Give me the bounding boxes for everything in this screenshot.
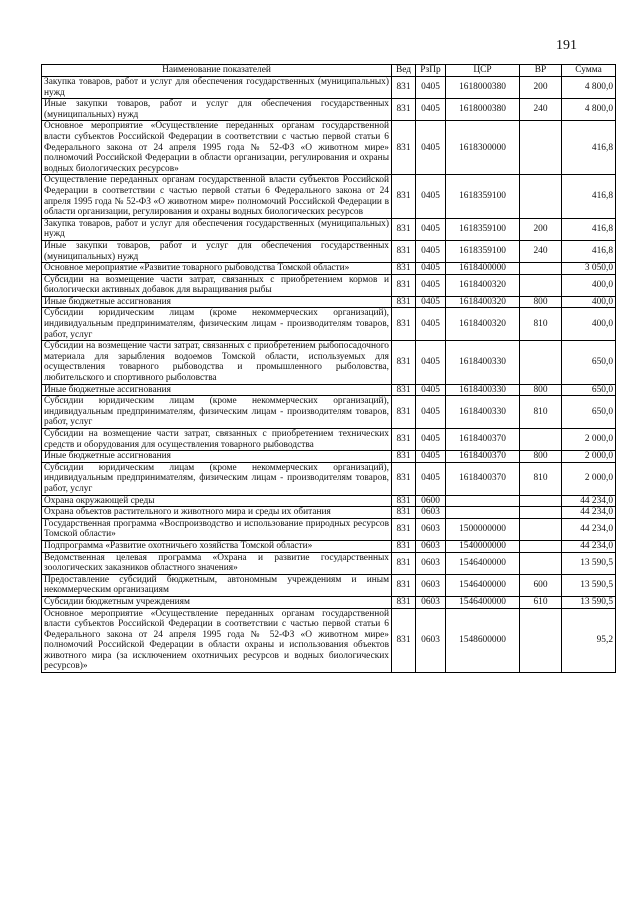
cell-ved: 831 bbox=[392, 507, 416, 519]
cell-vr: 800 bbox=[520, 296, 562, 308]
cell-rzpr: 0603 bbox=[416, 608, 446, 673]
table-row bbox=[42, 99, 616, 121]
table-row bbox=[42, 296, 616, 308]
cell-name: Иные закупки товаров, работ и услуг для обеспечения государственных (муниципальных) нужд bbox=[42, 240, 392, 262]
cell-rzpr: 0603 bbox=[416, 552, 446, 574]
cell-sum: 650,0 bbox=[562, 396, 616, 429]
cell-csr: 1546400000 bbox=[446, 574, 520, 596]
cell-csr: 1618000380 bbox=[446, 77, 520, 99]
table-row bbox=[42, 540, 616, 552]
cell-csr: 1618359100 bbox=[446, 218, 520, 240]
table-row bbox=[42, 462, 616, 495]
cell-name: Охрана окружающей среды bbox=[42, 495, 392, 507]
cell-vr: 200 bbox=[520, 77, 562, 99]
cell-rzpr: 0405 bbox=[416, 462, 446, 495]
cell-name: Субсидии на возмещение части затрат, связанных с приобретением рыбопосадочного материала для зарыбления водоемов Томской области, используемых для осуществления товарного рыбоводства и промышленного рыболовства, любительского и спортивного рыболовства bbox=[42, 341, 392, 384]
cell-rzpr: 0600 bbox=[416, 495, 446, 507]
cell-csr bbox=[446, 507, 520, 519]
cell-sum: 95,2 bbox=[562, 608, 616, 673]
table-row bbox=[42, 507, 616, 519]
cell-rzpr: 0405 bbox=[416, 99, 446, 121]
table-row bbox=[42, 552, 616, 574]
cell-csr: 1540000000 bbox=[446, 540, 520, 552]
cell-sum: 416,8 bbox=[562, 175, 616, 218]
cell-csr: 1618400320 bbox=[446, 296, 520, 308]
cell-ved: 831 bbox=[392, 384, 416, 396]
cell-ved: 831 bbox=[392, 574, 416, 596]
cell-name: Осуществление переданных органам государственной власти субъектов Российской Федерации в соответствии с частью первой статьи 6 Федерального закона от 24 апреля 1995 года № 52-ФЗ «О животном мире» полномочий Российской Федерации в области организации, регулирования и охраны водных биологических ресурсов bbox=[42, 175, 392, 218]
cell-vr: 240 bbox=[520, 99, 562, 121]
cell-vr: 810 bbox=[520, 396, 562, 429]
cell-vr: 800 bbox=[520, 384, 562, 396]
table-row bbox=[42, 218, 616, 240]
cell-sum: 13 590,5 bbox=[562, 552, 616, 574]
cell-rzpr: 0405 bbox=[416, 77, 446, 99]
cell-csr: 1500000000 bbox=[446, 518, 520, 540]
cell-ved: 831 bbox=[392, 296, 416, 308]
cell-rzpr: 0603 bbox=[416, 518, 446, 540]
cell-ved: 831 bbox=[392, 552, 416, 574]
cell-sum: 400,0 bbox=[562, 308, 616, 341]
cell-name: Иные закупки товаров, работ и услуг для обеспечения государственных (муниципальных) нужд bbox=[42, 99, 392, 121]
cell-vr bbox=[520, 175, 562, 218]
cell-sum: 416,8 bbox=[562, 240, 616, 262]
cell-name: Иные бюджетные ассигнования bbox=[42, 296, 392, 308]
header-csr: ЦСР bbox=[446, 65, 520, 77]
cell-ved: 831 bbox=[392, 341, 416, 384]
cell-vr bbox=[520, 495, 562, 507]
cell-ved: 831 bbox=[392, 495, 416, 507]
cell-csr: 1618400000 bbox=[446, 263, 520, 275]
table-row bbox=[42, 240, 616, 262]
cell-ved: 831 bbox=[392, 451, 416, 463]
cell-vr: 610 bbox=[520, 596, 562, 608]
table-row bbox=[42, 518, 616, 540]
cell-sum: 650,0 bbox=[562, 341, 616, 384]
table-row bbox=[42, 596, 616, 608]
cell-rzpr: 0405 bbox=[416, 308, 446, 341]
cell-name: Субсидии бюджетным учреждениям bbox=[42, 596, 392, 608]
cell-rzpr: 0405 bbox=[416, 240, 446, 262]
cell-csr: 1618359100 bbox=[446, 240, 520, 262]
cell-sum: 2 000,0 bbox=[562, 451, 616, 463]
table-row bbox=[42, 396, 616, 429]
cell-csr: 1618400330 bbox=[446, 384, 520, 396]
page-number: 191 bbox=[556, 38, 577, 53]
table-header-row bbox=[42, 65, 616, 77]
header-ved: Вед bbox=[392, 65, 416, 77]
cell-rzpr: 0405 bbox=[416, 121, 446, 175]
table-row bbox=[42, 308, 616, 341]
cell-rzpr: 0405 bbox=[416, 396, 446, 429]
cell-ved: 831 bbox=[392, 396, 416, 429]
cell-vr bbox=[520, 341, 562, 384]
cell-sum: 416,8 bbox=[562, 121, 616, 175]
cell-csr: 1618300000 bbox=[446, 121, 520, 175]
cell-rzpr: 0405 bbox=[416, 429, 446, 451]
cell-ved: 831 bbox=[392, 308, 416, 341]
cell-ved: 831 bbox=[392, 99, 416, 121]
table-row bbox=[42, 574, 616, 596]
cell-csr: 1618400370 bbox=[446, 451, 520, 463]
cell-vr bbox=[520, 121, 562, 175]
cell-sum: 4 800,0 bbox=[562, 99, 616, 121]
table-row bbox=[42, 608, 616, 673]
cell-csr bbox=[446, 495, 520, 507]
cell-rzpr: 0405 bbox=[416, 296, 446, 308]
cell-rzpr: 0405 bbox=[416, 175, 446, 218]
cell-ved: 831 bbox=[392, 175, 416, 218]
cell-vr: 800 bbox=[520, 451, 562, 463]
cell-name: Закупка товаров, работ и услуг для обеспечения государственных (муниципальных) нужд bbox=[42, 77, 392, 99]
cell-sum: 44 234,0 bbox=[562, 495, 616, 507]
cell-sum: 416,8 bbox=[562, 218, 616, 240]
cell-csr: 1548600000 bbox=[446, 608, 520, 673]
cell-name: Субсидии юридическим лицам (кроме некоммерческих организаций), индивидуальным предпринимателям, физическим лицам - производителям товаров, работ, услуг bbox=[42, 308, 392, 341]
cell-sum: 400,0 bbox=[562, 274, 616, 296]
cell-csr: 1546400000 bbox=[446, 596, 520, 608]
header-name: Наименование показателей bbox=[42, 65, 392, 77]
cell-ved: 831 bbox=[392, 596, 416, 608]
cell-ved: 831 bbox=[392, 218, 416, 240]
cell-csr: 1618400370 bbox=[446, 429, 520, 451]
cell-name: Предоставление субсидий бюджетным, автономным учреждениям и иным некоммерческим организациям bbox=[42, 574, 392, 596]
cell-csr: 1618000380 bbox=[446, 99, 520, 121]
cell-ved: 831 bbox=[392, 121, 416, 175]
cell-vr bbox=[520, 540, 562, 552]
cell-sum: 400,0 bbox=[562, 296, 616, 308]
cell-csr: 1618400320 bbox=[446, 308, 520, 341]
cell-name: Государственная программа «Воспроизводство и использование природных ресурсов Томской области» bbox=[42, 518, 392, 540]
cell-sum: 4 800,0 bbox=[562, 77, 616, 99]
table-row bbox=[42, 121, 616, 175]
cell-name: Охрана объектов растительного и животного мира и среды их обитания bbox=[42, 507, 392, 519]
cell-rzpr: 0405 bbox=[416, 384, 446, 396]
cell-vr: 600 bbox=[520, 574, 562, 596]
cell-name: Основное мероприятие «Осуществление переданных органам государственной власти субъектов Российской Федерации в соответствии с частью первой статьи 6 Федерального закона от 24 апреля 1995 года № 52-ФЗ «О животном мире» полномочий Российской Федерации в области организации, регулирования и охраны водных биологических ресурсов» bbox=[42, 121, 392, 175]
cell-ved: 831 bbox=[392, 263, 416, 275]
cell-sum: 13 590,5 bbox=[562, 596, 616, 608]
cell-rzpr: 0603 bbox=[416, 574, 446, 596]
cell-name: Закупка товаров, работ и услуг для обеспечения государственных (муниципальных) нужд bbox=[42, 218, 392, 240]
cell-name: Иные бюджетные ассигнования bbox=[42, 451, 392, 463]
cell-vr: 810 bbox=[520, 308, 562, 341]
cell-ved: 831 bbox=[392, 274, 416, 296]
cell-name: Субсидии на возмещение части затрат, связанных с приобретением технических средств и оборудования для осуществления товарного рыбоводства bbox=[42, 429, 392, 451]
cell-rzpr: 0405 bbox=[416, 263, 446, 275]
table-row bbox=[42, 384, 616, 396]
cell-vr: 240 bbox=[520, 240, 562, 262]
table-row bbox=[42, 175, 616, 218]
cell-rzpr: 0603 bbox=[416, 596, 446, 608]
cell-sum: 44 234,0 bbox=[562, 507, 616, 519]
cell-sum: 650,0 bbox=[562, 384, 616, 396]
table-row bbox=[42, 263, 616, 275]
cell-vr bbox=[520, 263, 562, 275]
cell-sum: 44 234,0 bbox=[562, 518, 616, 540]
cell-sum: 2 000,0 bbox=[562, 429, 616, 451]
cell-vr: 810 bbox=[520, 462, 562, 495]
header-rzpr: РзПр bbox=[416, 65, 446, 77]
cell-vr bbox=[520, 552, 562, 574]
cell-rzpr: 0405 bbox=[416, 218, 446, 240]
header-vr: ВР bbox=[520, 65, 562, 77]
cell-sum: 13 590,5 bbox=[562, 574, 616, 596]
cell-ved: 831 bbox=[392, 240, 416, 262]
cell-csr: 1618400330 bbox=[446, 341, 520, 384]
cell-rzpr: 0603 bbox=[416, 507, 446, 519]
cell-vr bbox=[520, 429, 562, 451]
table-row bbox=[42, 429, 616, 451]
cell-name: Субсидии юридическим лицам (кроме некоммерческих организаций), индивидуальным предпринимателям, физическим лицам - производителям товаров, работ, услуг bbox=[42, 396, 392, 429]
table-row bbox=[42, 341, 616, 384]
cell-vr bbox=[520, 507, 562, 519]
table-row bbox=[42, 495, 616, 507]
cell-ved: 831 bbox=[392, 518, 416, 540]
cell-rzpr: 0405 bbox=[416, 341, 446, 384]
header-sum: Сумма bbox=[562, 65, 616, 77]
cell-name: Подпрограмма «Развитие охотничьего хозяйства Томской области» bbox=[42, 540, 392, 552]
cell-csr: 1618400370 bbox=[446, 462, 520, 495]
cell-sum: 2 000,0 bbox=[562, 462, 616, 495]
cell-ved: 831 bbox=[392, 429, 416, 451]
cell-csr: 1546400000 bbox=[446, 552, 520, 574]
cell-name: Иные бюджетные ассигнования bbox=[42, 384, 392, 396]
table-row bbox=[42, 451, 616, 463]
budget-table bbox=[41, 64, 616, 673]
cell-name: Основное мероприятие «Осуществление переданных органам государственной власти субъектов Российской Федерации в соответствии с частью первой статьи 6 Федерального закона от 24 апреля 1995 года № 52-ФЗ «О животном мире» полномочий Российской Федерации в области охраны и использования объектов животного мира (за исключением охотничьих ресурсов и водных биологических ресурсов)» bbox=[42, 608, 392, 673]
cell-ved: 831 bbox=[392, 77, 416, 99]
table-row bbox=[42, 274, 616, 296]
cell-sum: 44 234,0 bbox=[562, 540, 616, 552]
cell-name: Основное мероприятие «Развитие товарного рыбоводства Томской области» bbox=[42, 263, 392, 275]
cell-vr: 200 bbox=[520, 218, 562, 240]
cell-ved: 831 bbox=[392, 608, 416, 673]
cell-rzpr: 0603 bbox=[416, 540, 446, 552]
cell-ved: 831 bbox=[392, 462, 416, 495]
cell-name: Субсидии на возмещение части затрат, связанных с приобретением кормов и биологически активных добавок для выращивания рыбы bbox=[42, 274, 392, 296]
cell-vr bbox=[520, 608, 562, 673]
cell-rzpr: 0405 bbox=[416, 451, 446, 463]
cell-csr: 1618359100 bbox=[446, 175, 520, 218]
cell-ved: 831 bbox=[392, 540, 416, 552]
cell-vr bbox=[520, 518, 562, 540]
cell-csr: 1618400330 bbox=[446, 396, 520, 429]
cell-vr bbox=[520, 274, 562, 296]
cell-rzpr: 0405 bbox=[416, 274, 446, 296]
cell-name: Ведомственная целевая программа «Охрана и развитие государственных зоологических заказников областного значения» bbox=[42, 552, 392, 574]
table-row bbox=[42, 77, 616, 99]
cell-csr: 1618400320 bbox=[446, 274, 520, 296]
cell-sum: 3 050,0 bbox=[562, 263, 616, 275]
cell-name: Субсидии юридическим лицам (кроме некоммерческих организаций), индивидуальным предпринимателям, физическим лицам - производителям товаров, работ, услуг bbox=[42, 462, 392, 495]
